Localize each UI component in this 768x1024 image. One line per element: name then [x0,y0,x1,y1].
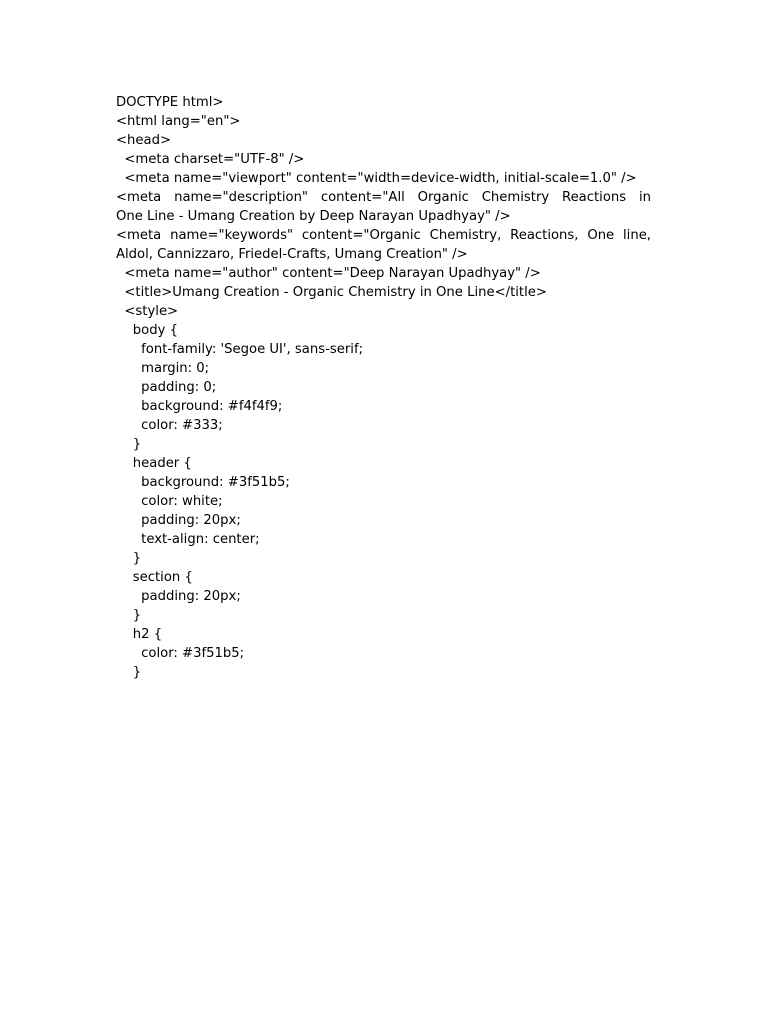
text-line: One Line - Umang Creation by Deep Narayan Upadhyay" /> [116,209,511,224]
text-line: <html lang="en"> [116,114,241,129]
code-text-block [116,93,651,682]
text-line: <meta name="author" content="Deep Narayan Upadhyay" /> [116,266,541,281]
text-line: } [116,665,142,680]
text-line: <meta name="viewport" content="width=device-width, initial-scale=1.0" /> [116,171,637,186]
text-line: <meta name="keywords" content="Organic Chemistry, Reactions, One line, [116,228,651,243]
text-line: <head> [116,133,172,148]
text-line: <meta name="description" content="All Organic Chemistry Reactions in [116,190,651,205]
text-line: <meta charset="UTF-8" /> [116,152,305,167]
text-line: color: #333; [116,418,223,433]
text-line: <style> [116,304,179,319]
text-line: DOCTYPE html> [116,95,224,110]
text-line: h2 { [116,627,163,642]
text-line: header { [116,456,192,471]
text-line: color: #3f51b5; [116,646,245,661]
text-line: padding: 0; [116,380,217,395]
text-line: } [116,551,142,566]
text-line: margin: 0; [116,361,210,376]
text-line: section { [116,570,193,585]
text-line: body { [116,323,178,338]
text-line: text-align: center; [116,532,260,547]
text-line: padding: 20px; [116,589,241,604]
text-line: background: #f4f4f9; [116,399,283,414]
text-line: background: #3f51b5; [116,475,290,490]
text-line: padding: 20px; [116,513,241,528]
text-line: font-family: 'Segoe UI', sans-serif; [116,342,364,357]
text-line: Aldol, Cannizzaro, Friedel-Crafts, Umang Creation" /> [116,247,468,262]
text-line: <title>Umang Creation - Organic Chemistry in One Line</title> [116,285,547,300]
text-line: } [116,437,142,452]
text-line: } [116,608,142,623]
text-line: color: white; [116,494,223,509]
